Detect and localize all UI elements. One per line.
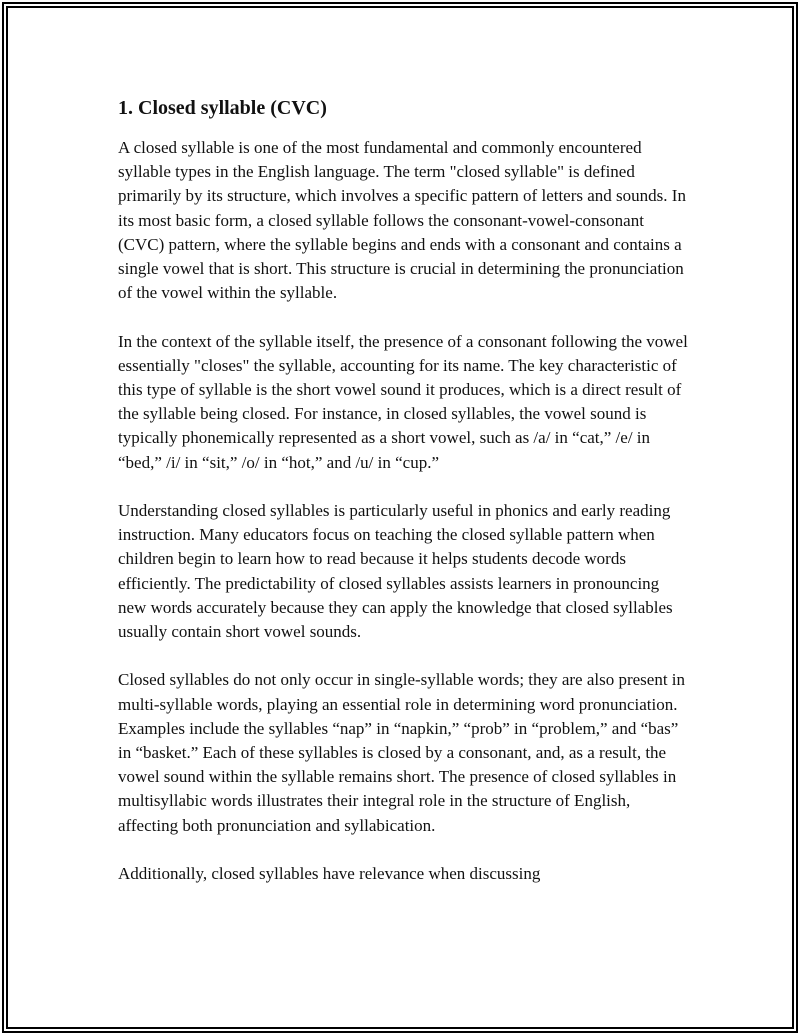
paragraph-additionally: Additionally, closed syllables have relevance when discussing — [118, 864, 541, 884]
document-body — [118, 94, 690, 910]
paragraph-multisyllable: Closed syllables do not only occur in single-syllable words; they are also present in multi-syllable words, playing an essential role in determining word pronunciation. Examples include the syllables “nap” in “napkin,” “prob” in “problem,” and “bas” in “basket.” Each of these syllables is closed by a consonant, and, as a result, the vowel sound within the syllable remains short. The presence of closed syllables in multisyllabic words illustrates their integral role in the structure of English, affecting both pronunciation and syllabication. — [118, 670, 686, 835]
paragraph-phonics: Understanding closed syllables is particularly useful in phonics and early reading instruction. Many educators focus on teaching the closed syllable pattern when children begin to learn how to read because it helps students decode words efficiently. The predictability of closed syllables assists learners in pronouncing new words accurately because they can apply the knowledge that closed syllables usually contain short vowel sounds. — [118, 501, 673, 642]
section-heading: 1. Closed syllable (CVC) — [118, 97, 327, 119]
paragraph-short-vowel: In the context of the syllable itself, the presence of a consonant following the vowel essentially "closes" the syllable, accounting for its name. The key characteristic of this type of syllable is the short vowel sound it produces, which is a direct result of the syllable being closed. For instance, in closed syllables, the vowel sound is typically phonemically represented as a short vowel, such as /a/ in “cat,” /e/ in “bed,” /i/ in “sit,” /o/ in “hot,” and /u/ in “cup.” — [118, 331, 688, 472]
paragraph-structure: A closed syllable is one of the most fundamental and commonly encountered syllable types in the English language. The term "closed syllable" is defined primarily by its structure, which involves a specific pattern of letters and sounds. In its most basic form, a closed syllable follows the consonant-vowel-consonant (CVC) pattern, where the syllable begins and ends with a consonant and contains a single vowel that is short. This structure is crucial in determining the pronunciation of the vowel within the syllable. — [118, 138, 686, 303]
